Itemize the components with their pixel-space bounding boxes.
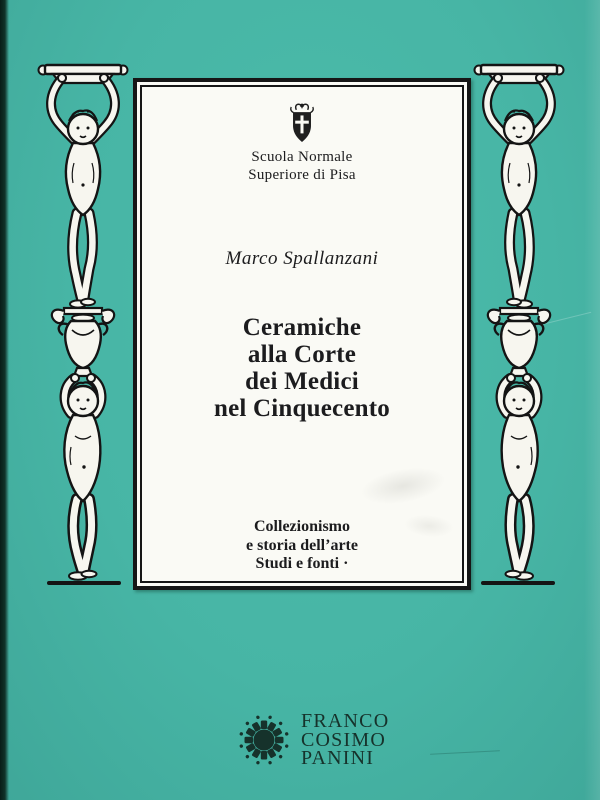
publisher-name — [301, 712, 389, 768]
institution-name — [142, 149, 462, 184]
book-spine-shadow — [0, 0, 9, 800]
publisher-imprint — [236, 712, 389, 768]
publisher-line: FRANCO — [301, 710, 390, 733]
title-line: nel Cinquecento — [214, 395, 390, 422]
panini-rosette-logo-icon — [236, 712, 292, 768]
institution-line-2: Superiore di Pisa — [248, 166, 356, 183]
institution-line-1: Scuola Normale — [251, 149, 353, 165]
surface-smudge — [358, 462, 449, 510]
title-line: alla Corte — [247, 341, 357, 368]
book-edge-highlight — [584, 0, 600, 800]
title-line: dei Medici — [245, 368, 359, 395]
scuola-normale-crest-icon — [285, 101, 319, 145]
putto-column-ornament-left-icon — [31, 62, 135, 588]
publisher-line: PANINI — [301, 747, 375, 770]
series-line: Studi e fonti · — [255, 555, 349, 572]
title-panel-inner-frame — [140, 85, 464, 583]
series-line: e storia dell’arte — [246, 536, 358, 554]
publisher-line: COSIMO — [301, 728, 386, 751]
surface-scratch — [430, 750, 500, 755]
series-line: Collezionismo — [254, 518, 350, 535]
book-title — [142, 314, 462, 422]
title-line: Ceramiche — [242, 314, 362, 341]
putto-column-ornament-right-icon — [467, 62, 571, 588]
title-panel — [133, 78, 471, 590]
author-name: Marco Spallanzani — [225, 248, 379, 269]
